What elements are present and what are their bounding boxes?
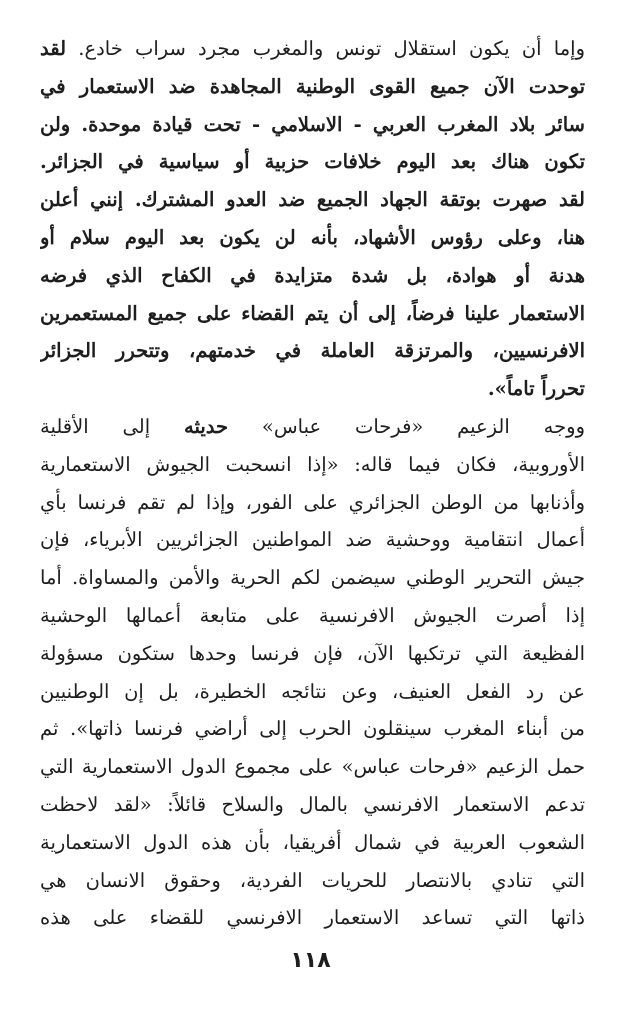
- text-line: [40, 181, 585, 219]
- page-number: ١١٨: [290, 948, 331, 973]
- text-line: [40, 748, 585, 786]
- text-line: [40, 597, 585, 635]
- text-line: [40, 332, 585, 370]
- text-line: [40, 295, 585, 333]
- text-run: الشعوب العربية في شمال أفريقيا، بأن هذه الدول الاستعمارية: [40, 830, 585, 854]
- text-line: [40, 786, 585, 824]
- text-line: [40, 710, 585, 748]
- bold-text-run: الافرنسيين، والمرتزقة العاملة في خدمتهم، وتتحرر الجزائر: [40, 339, 585, 363]
- text-line: [40, 257, 585, 295]
- text-line: [40, 673, 585, 711]
- text-line: [40, 68, 585, 106]
- text-run: ذاتها التي تساعد الاستعمار الافرنسي للقضاء على هذه: [40, 906, 585, 930]
- body-text: [40, 30, 585, 937]
- text-line: [40, 635, 585, 673]
- bold-text-run: لقد: [40, 37, 67, 60]
- text-run: الفظيعة التي ترتكبها الآن، فإن فرنسا وحدها ستكون مسؤولة: [40, 641, 585, 665]
- text-run: عن رد الفعل العنيف، وعن نتائجه الخطيرة، بل إن الوطنيين: [40, 679, 585, 703]
- text-line: [40, 521, 585, 559]
- text-run: تدعم الاستعمار الافرنسي بالمال والسلاح قائلاً: «لقد لاحظت: [40, 792, 585, 816]
- text-run: أعمال انتقامية ووحشية ضد المواطنين الجزائريين الأبرياء، فإن: [40, 528, 585, 552]
- text-run: وإما أن يكون استقلال تونس والمغرب مجرد سراب خادع.: [66, 37, 585, 60]
- text-line: [40, 219, 585, 257]
- text-run: التي تنادي بالانتصار للحريات الفردية، وحقوق الانسان هي: [40, 868, 585, 892]
- bold-text-run: توحدت الآن جميع القوى الوطنية المجاهدة ضد الاستعمار في: [40, 74, 585, 98]
- text-run: ووجه الزعيم «فرحات عباس»: [228, 414, 585, 438]
- text-line: [40, 408, 585, 446]
- text-line: [40, 899, 585, 937]
- text-line: [40, 559, 585, 597]
- text-run: من أبناء المغرب سينقلون الحرب إلى أراضي فرنسا ذاتها». ثم: [40, 717, 585, 741]
- text-line: [40, 446, 585, 484]
- text-line: [40, 370, 585, 408]
- bold-text-run: لقد صهرت بوتقة الجهاد الجميع ضد العدو المشترك. إنني أعلن: [40, 188, 585, 212]
- text-run: إلى الأقلية: [40, 414, 184, 438]
- text-line: [40, 143, 585, 181]
- text-run: وأذنابها من الوطن الجزائري على الفور، وإذا لم تقم فرنسا بأي: [40, 490, 585, 514]
- bold-text-run: سائر بلاد المغرب العربي - الاسلامي - تحت قيادة موحدة. ولن: [40, 112, 585, 136]
- text-run: حمل الزعيم «فرحات عباس» على مجموع الدول الاستعمارية التي: [40, 755, 585, 779]
- text-run: الأوروبية، فكان فيما قاله: «إذا انسحبت الجيوش الاستعمارية: [40, 452, 585, 476]
- text-run: إذا أصرت الجيوش الافرنسية على متابعة أعمالها الوحشية: [40, 603, 585, 627]
- bold-text-run: حديثه: [183, 414, 229, 438]
- bold-text-run: هدنة أو هوادة، بل شدة متزايدة في الكفاح الذي فرضه: [40, 263, 585, 287]
- text-line: [40, 824, 585, 862]
- bold-text-run: تكون هناك بعد اليوم خلافات حزبية أو سياسية في الجزائر.: [40, 150, 585, 174]
- text-line: [40, 484, 585, 522]
- bold-text-run: تحرراً تاماً».: [487, 377, 585, 401]
- text-line: [40, 862, 585, 900]
- bold-text-run: هنا، وعلى رؤوس الأشهاد، بأنه لن يكون بعد اليوم سلام أو: [40, 225, 585, 249]
- bold-text-run: الاستعمار علينا فرضاً، إلى أن يتم القضاء على جميع المستعمرين: [40, 301, 585, 325]
- text-run: جيش التحرير الوطني سيضمن لكم الحرية والأمن والمساواة. أما: [40, 566, 585, 590]
- text-line: [40, 106, 585, 144]
- text-line: [40, 30, 585, 68]
